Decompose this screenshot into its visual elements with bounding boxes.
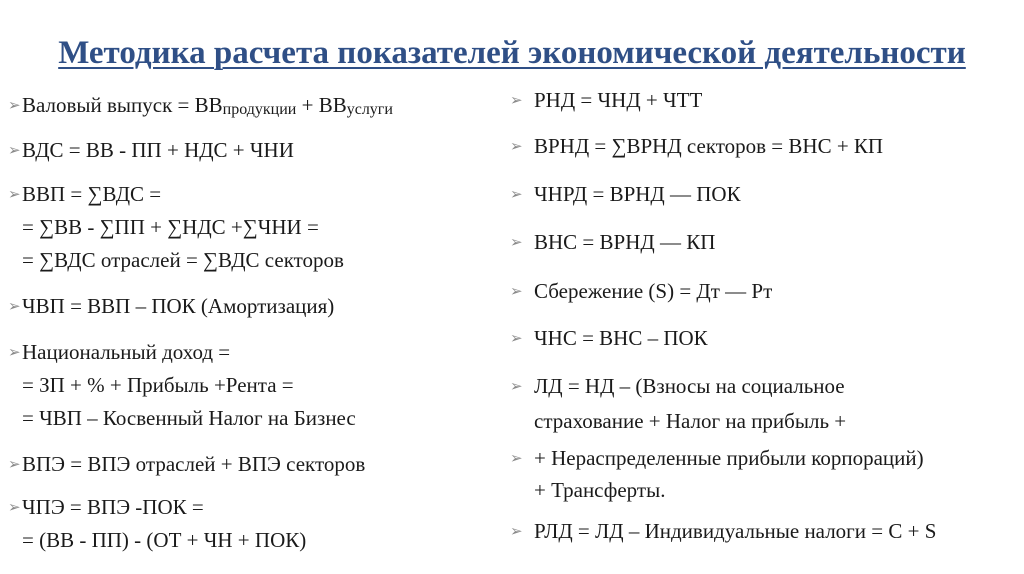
vpe-text: ВПЭ = ВПЭ отраслей + ВПЭ секторов — [22, 452, 366, 476]
arrow-bullet-icon: ➢ — [510, 93, 523, 109]
chns-text: ЧНС = ВНС – ПОК — [534, 326, 708, 350]
formula-vvp-line-3: = ∑ВДС отраслей = ∑ВДС секторов — [22, 248, 344, 272]
formula-national-income-line-3: = ЧВП – Косвенный Налог на Бизнес — [22, 406, 356, 430]
chvp-text: ЧВП = ВВП – ПОК (Амортизация) — [22, 294, 335, 318]
ld-text-3: + Нераспределенные прибыли корпораций) — [534, 446, 924, 470]
rld-text: РЛД = ЛД – Индивидуальные налоги = С + S — [534, 519, 937, 543]
vds-text: ВДС = ВВ - ПП + НДС + ЧНИ — [22, 138, 294, 162]
chnrd-text: ЧНРД = ВРНД — ПОК — [534, 182, 741, 206]
formula-chns — [510, 326, 708, 351]
gross-output-text: Валовый выпуск = ВВ — [22, 93, 223, 117]
national-income-text-1: Национальный доход = — [22, 340, 231, 364]
formula-ld-line-1 — [510, 374, 845, 399]
formula-chpe-line-1 — [8, 495, 204, 520]
formula-vrnd — [510, 134, 883, 159]
arrow-bullet-icon: ➢ — [510, 451, 523, 467]
formula-vds — [8, 138, 294, 163]
formula-ld-line-4: + Трансферты. — [534, 478, 666, 502]
slide-title: Методика расчета показателей экономической деятельности — [58, 35, 966, 71]
formula-gross-output — [8, 93, 393, 122]
gross-output-sub-services: услуги — [346, 101, 393, 118]
gross-output-sub-products: продукции — [222, 101, 297, 118]
formula-vpe — [8, 452, 365, 477]
arrow-bullet-icon: ➢ — [8, 143, 21, 159]
formula-vns — [510, 230, 715, 255]
arrow-bullet-icon: ➢ — [8, 457, 21, 473]
formula-chvp — [8, 294, 334, 319]
formula-national-income-line-2: = ЗП + % + Прибыль +Рента = — [22, 373, 294, 397]
arrow-bullet-icon: ➢ — [510, 331, 523, 347]
formula-rld — [510, 519, 936, 544]
formula-national-income-line-1 — [8, 340, 230, 365]
vrnd-text: ВРНД = ∑ВРНД секторов = ВНС + КП — [534, 134, 884, 158]
arrow-bullet-icon: ➢ — [8, 500, 21, 516]
arrow-bullet-icon: ➢ — [8, 187, 21, 203]
savings-text: Сбережение (S) = Дт — Рт — [534, 279, 773, 303]
vvp-text-1: ВВП = ∑ВДС = — [22, 182, 162, 206]
vns-text: ВНС = ВРНД — КП — [534, 230, 716, 254]
arrow-bullet-icon: ➢ — [8, 98, 21, 114]
arrow-bullet-icon: ➢ — [510, 187, 523, 203]
formula-vvp-line-1 — [8, 182, 161, 207]
formula-vvp-line-2: = ∑ВВ - ∑ПП + ∑НДС +∑ЧНИ = — [22, 215, 319, 239]
arrow-bullet-icon: ➢ — [8, 345, 21, 361]
arrow-bullet-icon: ➢ — [510, 284, 523, 300]
formula-rnd — [510, 88, 702, 113]
ld-text-1: ЛД = НД – (Взносы на социальное — [534, 374, 845, 398]
formula-chpe-line-2: = (ВВ - ПП) - (ОТ + ЧН + ПОК) — [22, 528, 307, 552]
arrow-bullet-icon: ➢ — [510, 235, 523, 251]
chpe-text-1: ЧПЭ = ВПЭ -ПОК = — [22, 495, 204, 519]
formula-chnrd — [510, 182, 741, 207]
rnd-text: РНД = ЧНД + ЧТТ — [534, 88, 703, 112]
arrow-bullet-icon: ➢ — [510, 139, 523, 155]
arrow-bullet-icon: ➢ — [510, 379, 523, 395]
arrow-bullet-icon: ➢ — [8, 299, 21, 315]
formula-ld-line-2: страхование + Налог на прибыль + — [534, 409, 847, 433]
arrow-bullet-icon: ➢ — [510, 524, 523, 540]
formula-ld-line-3 — [510, 446, 924, 471]
gross-output-mid: + ВВ — [296, 93, 347, 117]
formula-savings — [510, 279, 772, 304]
